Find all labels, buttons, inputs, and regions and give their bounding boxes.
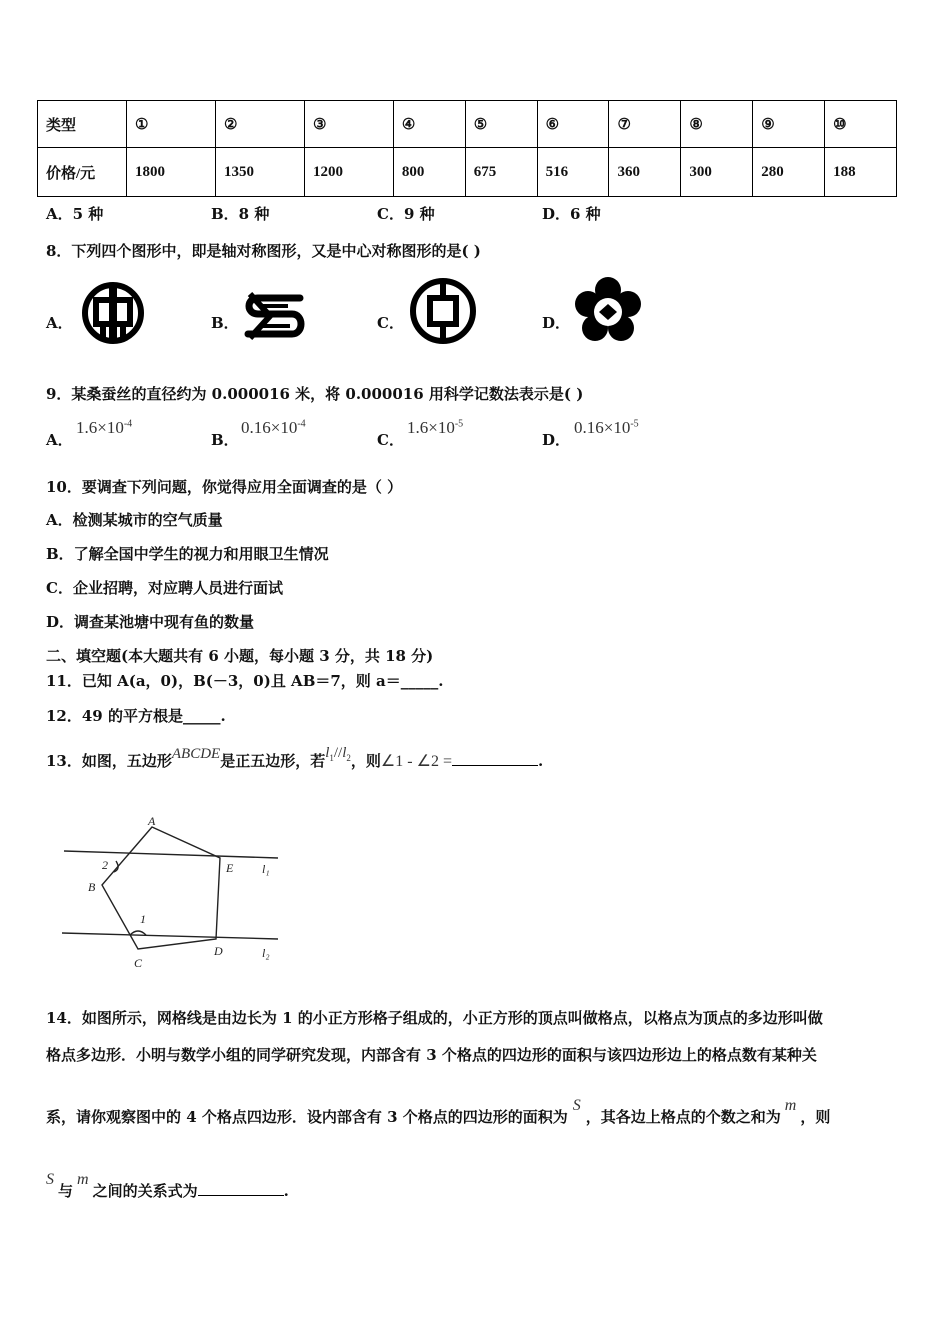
q9-expr-a	[76, 418, 132, 438]
point-c-label: C	[134, 956, 143, 970]
q7-option-d: D．6 种	[542, 205, 601, 223]
q8-label-a: A．	[46, 314, 73, 332]
table-header-label: 类型	[38, 101, 127, 148]
q14-var-s: S	[572, 1097, 581, 1114]
q9-mantissa-d: 0.16	[574, 418, 604, 437]
type-cell: ③	[304, 101, 393, 148]
q13-l2-sub: 2	[346, 753, 351, 763]
q14-line1: 14．如图所示，网格线是由边长为 1 的小正方形格子组成的，小正方形的顶点叫做格点，以格点为顶点的多边形叫做	[46, 1009, 823, 1027]
price-cell: 300	[681, 148, 753, 197]
q10-option-d: D．调查某池塘中现有鱼的数量	[46, 613, 255, 631]
q13-parallel: //	[333, 745, 343, 761]
pentagon-shape	[102, 827, 220, 949]
q9-times: ×10	[270, 418, 298, 437]
q10-stem: 10．要调查下列问题，你觉得应用全面调查的是（ ）	[46, 478, 403, 496]
q9-mantissa-b: 0.16	[241, 418, 271, 437]
q11-text: 11．已知 A(a，0)，B(－3，0)且 AB＝7，则 a＝_____.	[46, 672, 444, 690]
price-table	[37, 100, 897, 197]
q7-option-c: C．9 种	[377, 205, 435, 223]
q14-line3-b: ，其各边上格点的个数之和为	[585, 1108, 781, 1126]
price-cell: 1350	[215, 148, 304, 197]
q13-end: .	[537, 752, 544, 770]
angle-2-label: 2	[102, 858, 108, 872]
q9-expr-b	[241, 418, 306, 438]
price-cell: 1200	[304, 148, 393, 197]
bank-logo-b-icon	[240, 290, 310, 342]
q9-expr-d	[574, 418, 639, 438]
q13-post: ，则	[350, 752, 381, 770]
q9-expr-c	[407, 418, 463, 438]
type-cell: ⑥	[537, 101, 609, 148]
section-heading: 二、填空题(本大题共有 6 小题，每小题 3 分，共 18 分)	[46, 647, 434, 665]
price-cell: 800	[393, 148, 465, 197]
q8-label-d: D．	[542, 314, 571, 332]
point-e-label: E	[226, 861, 234, 875]
q12-text: 12．49 的平方根是_____.	[46, 707, 226, 725]
q13-pre: 13．如图，五边形	[46, 752, 172, 770]
q9-label-a: A．	[46, 431, 73, 449]
q14-line4-b: 之间的关系式为	[92, 1182, 198, 1200]
q7-option-a: A．5 种	[46, 205, 104, 223]
q8-label-b: B．	[211, 314, 239, 332]
q13-mid: 是正五边形，若	[220, 752, 326, 770]
q9-label-d: D．	[542, 431, 571, 449]
point-b-label: B	[88, 880, 96, 894]
q14-line4-a: 与	[58, 1182, 74, 1200]
angle-1-label: 1	[140, 912, 146, 926]
line-l1	[64, 851, 278, 858]
q13-answer-blank	[452, 765, 538, 766]
price-label: 价格/元	[38, 148, 127, 197]
q14-line2: 格点多边形．小明与数学小组的同学研究发现，内部含有 3 个格点的四边形的面积与该四边形边上的格点数有某种关	[46, 1046, 817, 1064]
q10-option-b: B．了解全国中学生的视力和用眼卫生情况	[46, 545, 329, 563]
price-cell: 280	[753, 148, 825, 197]
q10-option-a: A．检测某城市的空气质量	[46, 511, 223, 529]
price-cell: 516	[537, 148, 609, 197]
table-row-types	[38, 101, 897, 148]
q14-line4-end: .	[283, 1182, 289, 1200]
type-cell: ⑧	[681, 101, 753, 148]
q9-label-b: B．	[211, 431, 239, 449]
q9-times: ×10	[97, 418, 124, 437]
type-cell: ⑦	[609, 101, 681, 148]
q14-line4-m: m	[77, 1171, 89, 1188]
q13-l2: l	[342, 745, 347, 761]
q14-line4-s: S	[46, 1171, 54, 1188]
price-cell: 360	[609, 148, 681, 197]
bank-logo-d-icon	[573, 276, 643, 346]
q14-line4	[46, 1171, 289, 1201]
q9-exponent-d: -5	[630, 418, 639, 430]
type-cell: ①	[127, 101, 216, 148]
point-a-label: A	[148, 815, 156, 828]
line-l2-label: l₂	[262, 946, 270, 960]
q9-times: ×10	[603, 418, 631, 437]
pentagon-figure	[58, 815, 283, 977]
q10-option-c: C．企业招聘，对应聘人员进行面试	[46, 579, 283, 597]
type-cell: ⑤	[465, 101, 537, 148]
line-l1-label: l₁	[262, 862, 270, 876]
price-cell: 675	[465, 148, 537, 197]
q13-l1: l	[325, 745, 330, 761]
q9-exponent-a: -4	[123, 418, 133, 430]
q9-exponent-c: -5	[454, 418, 464, 430]
q14-var-m: m	[784, 1097, 797, 1114]
bank-logo-a-icon	[80, 280, 146, 346]
q14-line3-c: ，则	[800, 1108, 831, 1126]
q7-option-b: B．8 种	[211, 205, 270, 223]
line-l2	[62, 933, 278, 939]
point-d-label: D	[214, 944, 223, 958]
q8-stem: 8．下列四个图形中，即是轴对称图形，又是中心对称图形的是( )	[46, 242, 481, 260]
q13-pentagon-name: ABCDE	[171, 746, 221, 762]
q9-mantissa-a: 1.6	[76, 418, 98, 437]
q14-line3-a: 系，请你观察图中的 4 个格点四边形．设内部含有 3 个格点的四边形的面积为	[46, 1108, 568, 1126]
price-cell: 188	[825, 148, 897, 197]
q13-angle-expr: ∠1 - ∠2 =	[380, 753, 452, 770]
q14-answer-blank	[198, 1195, 284, 1196]
table-row-prices	[38, 148, 897, 197]
q14-line3	[46, 1097, 831, 1127]
type-cell: ④	[393, 101, 465, 148]
bank-logo-c-icon	[408, 276, 478, 346]
q13-stem	[46, 745, 544, 772]
q13-parallel-expr	[325, 745, 351, 761]
q9-stem: 9．某桑蚕丝的直径约为 0.000016 米，将 0.000016 用科学记数法表示是( )	[46, 385, 584, 403]
q9-exponent-b: -4	[297, 418, 306, 430]
q9-mantissa-c: 1.6	[407, 418, 429, 437]
type-cell: ⑩	[825, 101, 897, 148]
price-cell: 1800	[127, 148, 216, 197]
type-cell: ⑨	[753, 101, 825, 148]
type-cell: ②	[215, 101, 304, 148]
q13-l1-sub: 1	[329, 753, 334, 763]
q9-label-c: C．	[377, 431, 404, 449]
q9-times: ×10	[428, 418, 455, 437]
q8-label-c: C．	[377, 314, 404, 332]
